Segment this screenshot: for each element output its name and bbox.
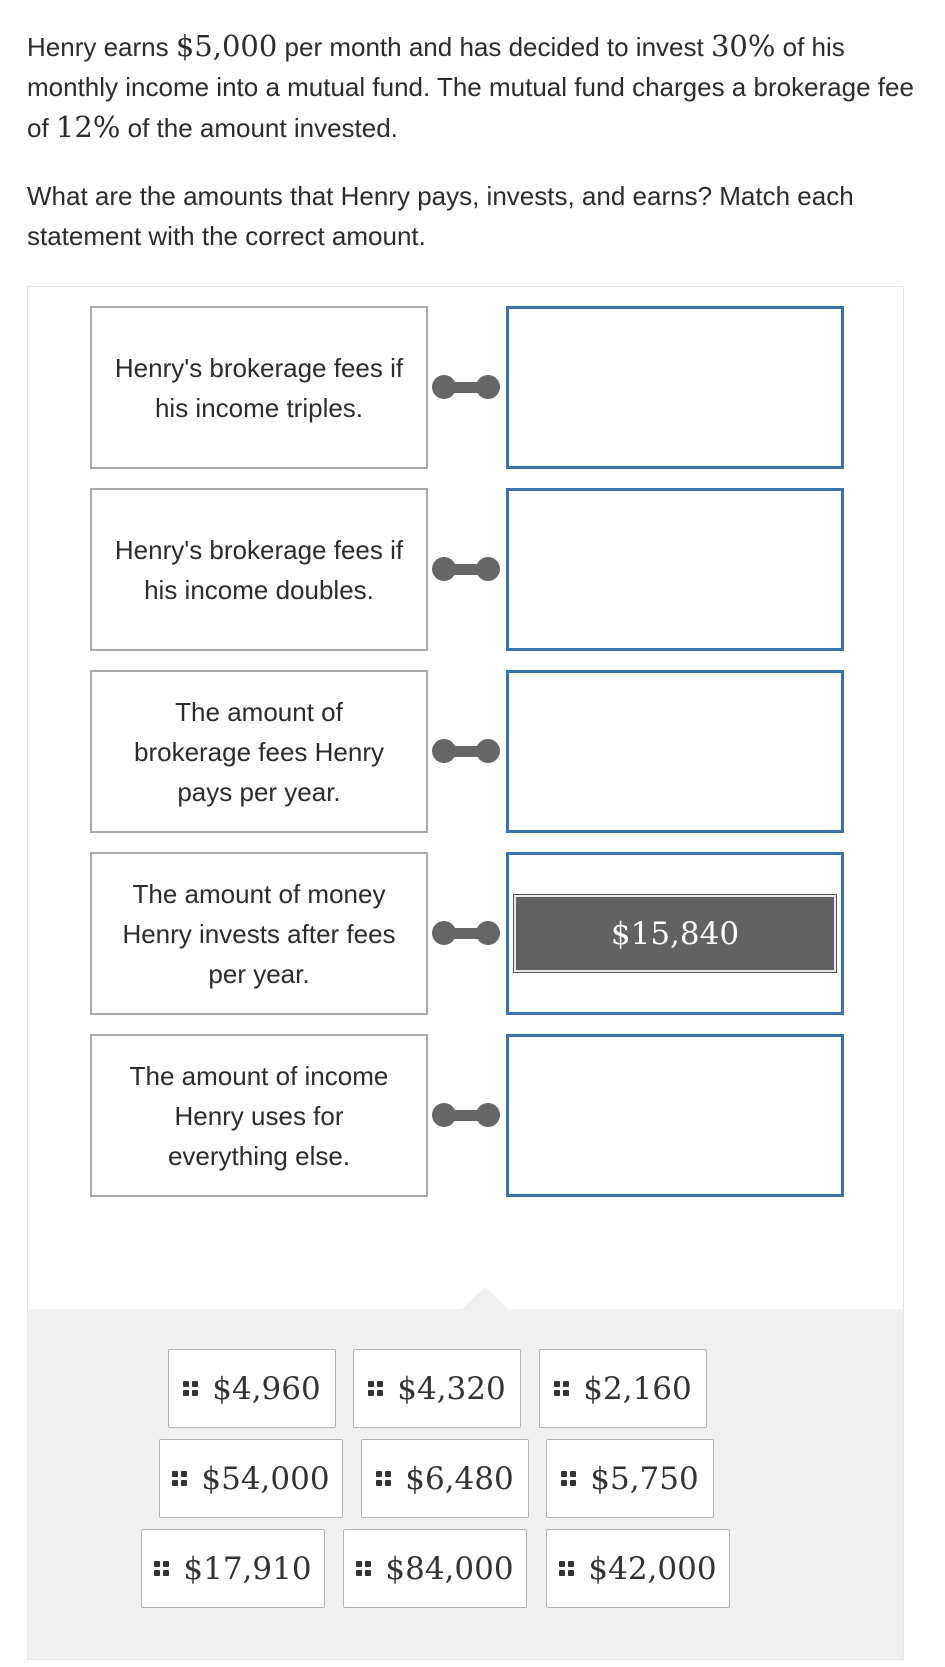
drop-target-5[interactable] (506, 1034, 844, 1197)
match-row-2 (90, 488, 850, 651)
drop-target-3[interactable] (506, 670, 844, 833)
math-fee-percent: 12% (55, 110, 121, 144)
question-paragraph-2: What are the amounts that Henry pays, invests, and earns? Match each statement with the correct amount. (27, 181, 854, 251)
drop-target-1[interactable] (506, 306, 844, 469)
link-connector-icon (432, 739, 504, 765)
math-monthly-income: $5,000 (175, 29, 278, 63)
link-connector-icon (432, 921, 504, 947)
link-connector-icon (432, 1103, 504, 1129)
answer-choice[interactable]: $6,480 (361, 1439, 529, 1518)
statement-box: The amount of brokerage fees Henry pays per year. (90, 670, 428, 833)
answer-choice[interactable]: $84,000 (343, 1529, 527, 1608)
statement-box: The amount of income Henry uses for everything else. (90, 1034, 428, 1197)
answer-choice[interactable]: $4,960 (168, 1349, 336, 1428)
statement-box: Henry's brokerage fees if his income triples. (90, 306, 428, 469)
drag-handle-icon (376, 1471, 391, 1486)
answer-choice[interactable]: $54,000 (159, 1439, 343, 1518)
drag-handle-icon (172, 1471, 187, 1486)
drop-target-2[interactable] (506, 488, 844, 651)
question-prompt (27, 26, 917, 284)
match-row-5 (90, 1034, 850, 1197)
drag-handle-icon (561, 1471, 576, 1486)
answer-choice[interactable]: $2,160 (539, 1349, 707, 1428)
answer-choice[interactable]: $17,910 (141, 1529, 325, 1608)
match-row-3 (90, 670, 850, 833)
link-connector-icon (432, 375, 504, 401)
drop-target-4[interactable] (506, 852, 844, 1015)
drag-handle-icon (183, 1381, 198, 1396)
drag-handle-icon (368, 1381, 383, 1396)
placed-answer-tile[interactable]: $15,840 (514, 895, 836, 972)
statement-box: The amount of money Henry invests after fees per year. (90, 852, 428, 1015)
math-invest-percent: 30% (710, 29, 776, 63)
match-row-1 (90, 306, 850, 469)
match-row-4 (90, 852, 850, 1015)
answer-choice[interactable]: $4,320 (353, 1349, 521, 1428)
tray-pointer (462, 1287, 508, 1309)
question-paragraph-1: Henry earns $5,000 per month and has decided to invest 30% of his monthly income into a mutual fund. The mutual fund charges a brokerage fee of 12% of the amount invested. (27, 29, 914, 144)
answer-bank (28, 1309, 903, 1659)
answer-choice[interactable]: $42,000 (546, 1529, 730, 1608)
statement-box: Henry's brokerage fees if his income doubles. (90, 488, 428, 651)
drag-handle-icon (356, 1561, 371, 1576)
link-connector-icon (432, 557, 504, 583)
drag-handle-icon (554, 1381, 569, 1396)
drag-handle-icon (559, 1561, 574, 1576)
matching-widget (27, 286, 904, 1660)
answer-choice[interactable]: $5,750 (546, 1439, 714, 1518)
drag-handle-icon (154, 1561, 169, 1576)
